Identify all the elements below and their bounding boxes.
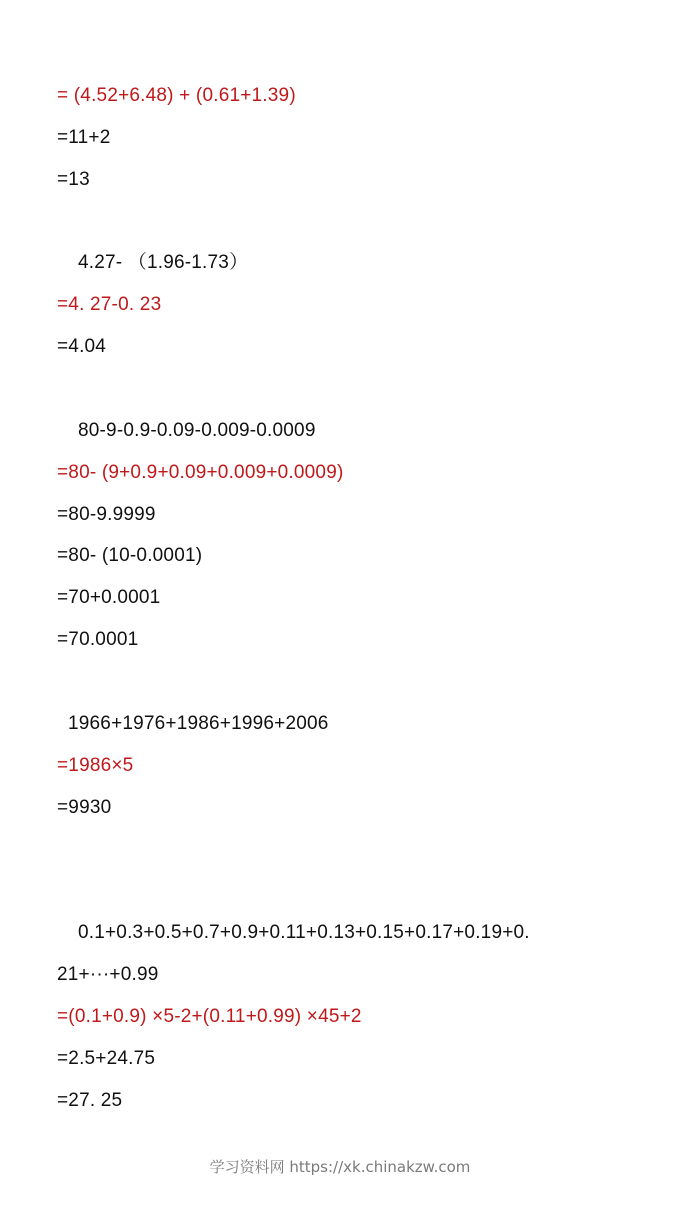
problem-question: 4.27- （1.96-1.73） xyxy=(78,252,249,273)
solution-step: = (4.52+6.48) + (0.61+1.39) xyxy=(57,85,296,106)
solution-step: =80- (10-0.0001) xyxy=(57,545,203,566)
solution-step: =80- (9+0.9+0.09+0.009+0.0009) xyxy=(57,462,344,483)
solution-step: =27. 25 xyxy=(57,1090,123,1111)
problem-question: 80-9-0.9-0.09-0.009-0.0009 xyxy=(78,420,316,441)
problem-question-continued: 21+···+0.99 xyxy=(57,964,159,985)
solution-step: =11+2 xyxy=(57,127,111,148)
solution-step: =13 xyxy=(57,169,90,190)
solution-step: =80-9.9999 xyxy=(57,504,156,525)
solution-step: =4. 27-0. 23 xyxy=(57,294,162,315)
solution-step: =70.0001 xyxy=(57,629,139,650)
solution-step: =2.5+24.75 xyxy=(57,1048,156,1069)
problem-question: 1966+1976+1986+1996+2006 xyxy=(68,713,329,734)
solution-step: =1986×5 xyxy=(57,755,134,776)
solution-step: =9930 xyxy=(57,797,112,818)
solution-step: =(0.1+0.9) ×5-2+(0.11+0.99) ×45+2 xyxy=(57,1006,362,1027)
problem-question: 0.1+0.3+0.5+0.7+0.9+0.11+0.13+0.15+0.17+0.19+0. xyxy=(78,922,530,943)
solution-step: =4.04 xyxy=(57,336,107,357)
solution-step: =70+0.0001 xyxy=(57,587,161,608)
footer-watermark: 学习资料网 https://xk.chinakzw.com xyxy=(209,1158,471,1176)
